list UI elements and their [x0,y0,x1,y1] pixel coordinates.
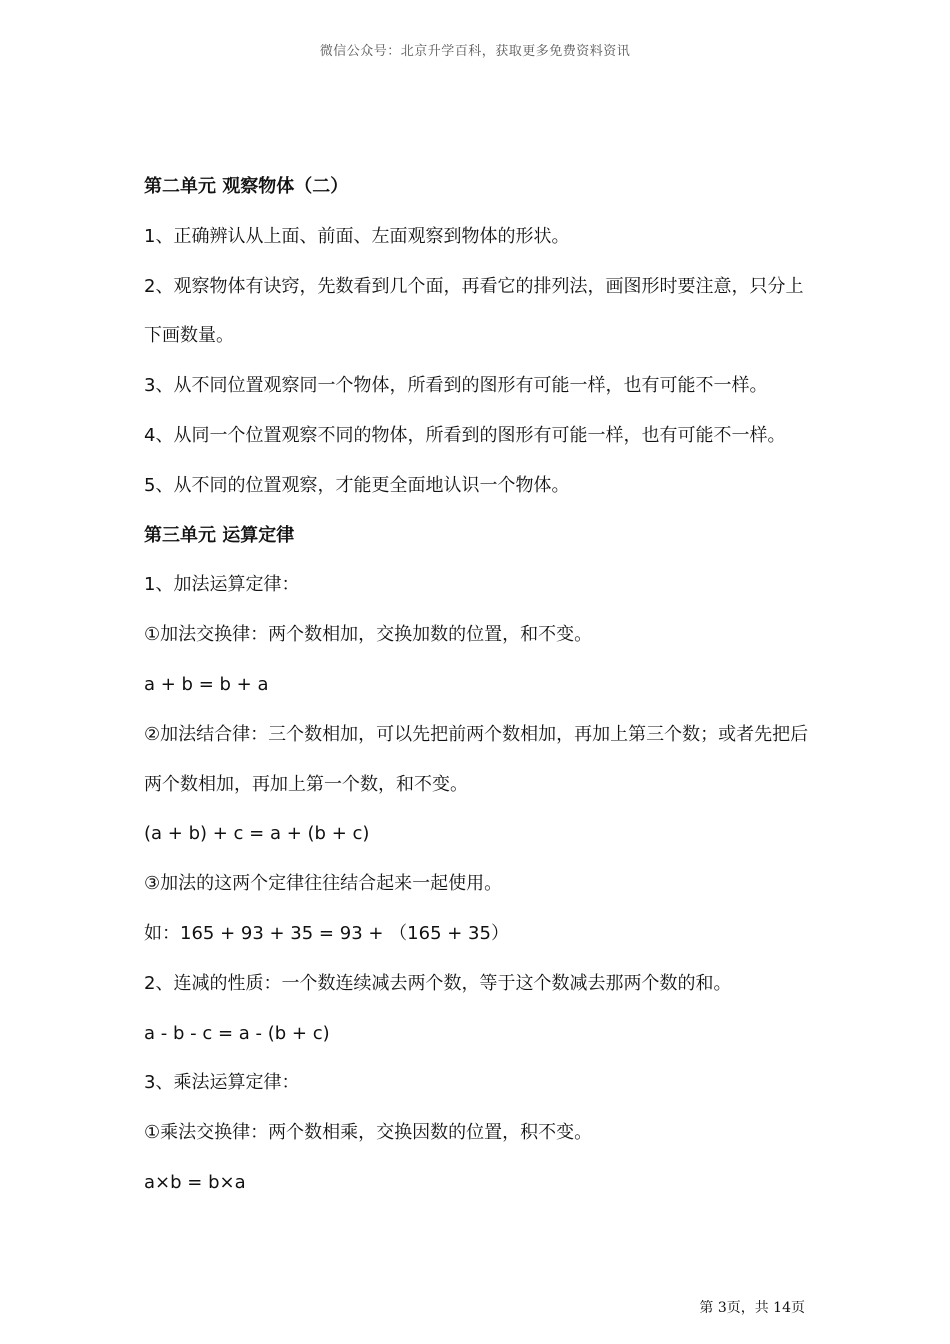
addition-associative-law: ②加法结合律：三个数相加，可以先把前两个数相加，再加上第三个数；或者先把后两个数相加，再加上第一个数，和不变。 [144,723,809,795]
subtraction-formula: a - b - c = a - (b + c) [144,1022,330,1044]
multiplication-commutative-formula: a×b = b×a [144,1171,246,1193]
multiplication-commutative-law: ①乘法交换律：两个数相乘，交换因数的位置，积不变。 [144,1122,593,1144]
unit2-point-5: 5、从不同的位置观察，才能更全面地认识一个物体。 [144,474,570,496]
unit2-point-2: 2、观察物体有诀窍，先数看到几个面，再看它的排列法，画图形时要注意，只分上下画数量。 [144,275,804,347]
unit2-point-4: 4、从同一个位置观察不同的物体，所看到的图形有可能一样，也有可能不一样。 [144,424,786,446]
unit2-point-1: 1、正确辨认从上面、前面、左面观察到物体的形状。 [144,225,570,247]
page-header: 微信公众号：北京升学百科，获取更多免费资料资讯 [319,44,631,59]
section-title-unit3: 第三单元 运算定律 [144,524,295,546]
subtraction-property: 2、连减的性质：一个数连续减去两个数，等于这个数减去那两个数的和。 [144,972,732,994]
page-number: 第 3页，共 14页 [699,1300,805,1316]
addition-commutative-law: ①加法交换律：两个数相加，交换加数的位置，和不变。 [144,624,593,646]
multiplication-laws-heading: 3、乘法运算定律： [144,1072,300,1094]
addition-laws-heading: 1、加法运算定律： [144,574,300,596]
document-body [144,162,814,1208]
addition-example: 如：165 + 93 + 35 = 93 + （165 + 35） [144,922,509,944]
unit2-point-3: 3、从不同位置观察同一个物体，所看到的图形有可能一样，也有可能不一样。 [144,375,768,397]
addition-associative-formula: (a + b) + c = a + (b + c) [144,823,370,845]
section-title-unit2: 第二单元 观察物体（二） [144,176,349,197]
addition-laws-combined: ③加法的这两个定律往往结合起来一起使用。 [144,873,503,895]
addition-commutative-formula: a + b = b + a [144,673,269,695]
